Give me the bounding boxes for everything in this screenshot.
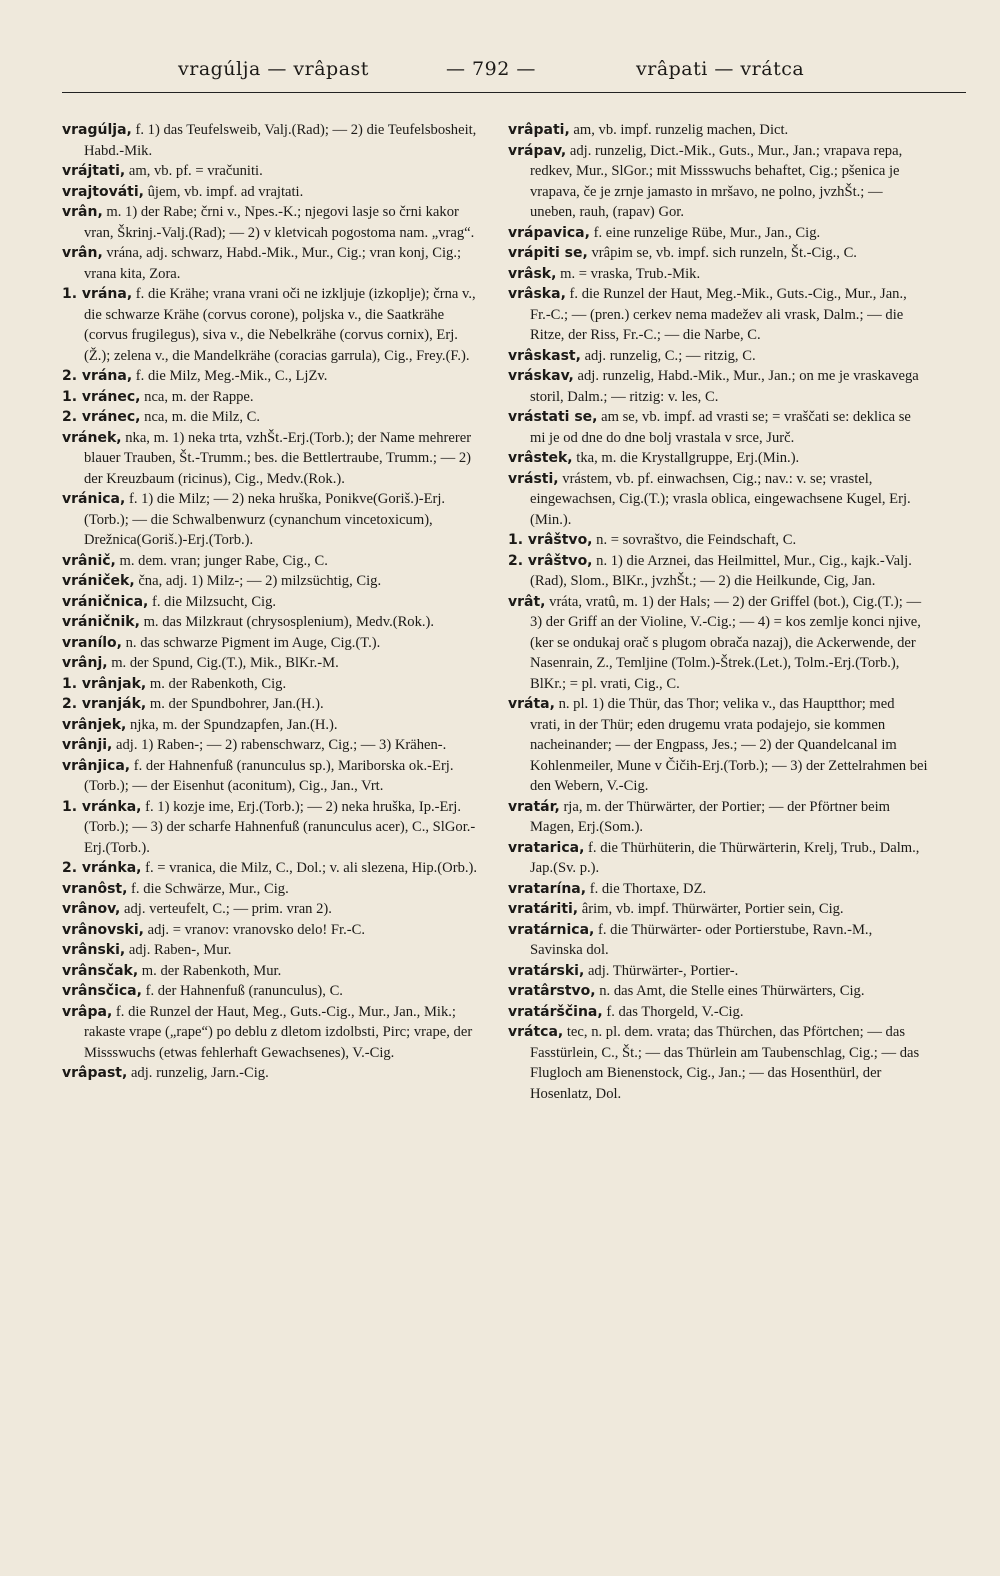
- entry-headword: 1. vrána,: [62, 286, 133, 302]
- entry-definition: adj. verteufelt, C.; — prim. vran 2).: [120, 901, 332, 917]
- entry-definition: f. die Thortaxe, DZ.: [586, 880, 707, 897]
- entry-definition: n. das Amt, die Stelle eines Thürwärters, Cig.: [595, 983, 865, 999]
- entry-headword: vrástati se,: [508, 409, 598, 425]
- entry-headword: vrâsk,: [508, 265, 557, 282]
- dictionary-entry: [62, 756, 482, 797]
- entry-definition: n. pl. 1) die Thür, das Thor; velika v., das Hauptthor; med vrati, in der Thür; eden drugemu vrata podajejo, sie kommen nacheinander; — der Engpass, Jes.; — 2) der Quandelcanal im Kohlenmeiler, Mune v Čičih-Erj.(Torb.); — 3) der Zettelrahmen bei den Webern, V.-Cig.: [530, 696, 928, 794]
- entry-definition: m. der Spund, Cig.(T.), Mik., BlKr.-M.: [107, 655, 339, 671]
- dictionary-entry: [508, 920, 928, 961]
- dictionary-entry: [62, 981, 482, 1002]
- entry-headword: vráskav,: [508, 368, 574, 384]
- entry-headword: vratârstvo,: [508, 983, 596, 999]
- dictionary-entry: [62, 858, 482, 879]
- entry-definition: f. die Thürwärter- oder Portierstube, Ravn.-M., Savinska dol.: [530, 921, 873, 958]
- entry-definition: f. 1) kozje ime, Erj.(Torb.); — 2) neka hruška, Ip.-Erj.(Torb.); — 3) der scharfe Hahnenfuß (ranunculus acer), C., SlGor.-Erj.(Torb.).: [84, 798, 476, 856]
- dictionary-entry: [508, 407, 928, 448]
- dictionary-entry: [62, 592, 482, 613]
- dictionary-entry: [508, 284, 928, 346]
- dictionary-entry: [508, 592, 928, 695]
- dictionary-entry: [508, 879, 928, 900]
- dictionary-entry: [62, 243, 482, 284]
- entry-headword: vranôst,: [62, 880, 128, 897]
- dictionary-entry: [62, 1002, 482, 1064]
- entry-definition: m. das Milzkraut (chrysosplenium), Medv.(Rok.).: [139, 614, 435, 630]
- entry-headword: vratárnica,: [508, 921, 595, 938]
- dictionary-entry: [508, 694, 928, 797]
- entry-definition: am, vb. impf. runzelig machen, Dict.: [569, 122, 789, 138]
- entry-definition: vrána, adj. schwarz, Habd.-Mik., Mur., Cig.; vran konj, Cig.; vrana kita, Zora.: [84, 245, 462, 282]
- entry-definition: f. der Hahnenfuß (ranunculus sp.), Mariborska ok.-Erj.(Torb.); — der Eisenhut (aconitum), Cig., Jan., Vrt.: [84, 757, 454, 794]
- dictionary-entry: [508, 120, 928, 141]
- entry-definition: rja, m. der Thürwärter, der Portier; — der Pförtner beim Magen, Erj.(Som.).: [530, 798, 891, 835]
- entry-headword: vratárščina,: [508, 1003, 603, 1020]
- entry-headword: vrân,: [62, 245, 103, 261]
- dictionary-entry: [62, 366, 482, 387]
- dictionary-entry: [508, 961, 928, 982]
- entry-definition: am se, vb. impf. ad vrasti se; = vraščati se: deklica se mi je od dne do dne bolj vrastala v srce, Jurč.: [530, 409, 911, 446]
- entry-definition: f. die Krähe; vrana vrani oči ne izkljuje (izkoplje); črna v., die schwarze Krähe (corvus corone), poljska v., die Saatkrähe (corvus frugilegus), siva v., die Nebelkrähe (corvus cornix), Erj.(Ž.); zelena v., die Mandelkrähe (coracias garrula), Cig., Frey.(F.).: [84, 286, 476, 364]
- left-column: [62, 120, 482, 1084]
- dictionary-entry: [62, 735, 482, 756]
- entry-headword: vráta,: [508, 696, 555, 712]
- entry-headword: 1. vrâštvo,: [508, 532, 593, 548]
- entry-definition: nca, m. der Rappe.: [140, 388, 254, 405]
- entry-definition: adj. 1) Raben-; — 2) rabenschwarz, Cig.; — 3) Krähen-.: [112, 737, 447, 753]
- entry-definition: m. = vraska, Trub.-Mik.: [556, 265, 701, 282]
- entry-definition: čna, adj. 1) Milz-; — 2) milzsüchtig, Cig.: [134, 573, 382, 589]
- dictionary-entry: [62, 940, 482, 961]
- entry-definition: vráta, vratû, m. 1) der Hals; — 2) der Griffel (bot.), Cig.(T.); — 3) der Griff an der Violine, V.-Cig.; — 4) = kos zemlje konci njive, (ker se ondukaj orač s plugom obrača nazaj), die Ackerwende, der Nasenrain, Z., Temljine (Tolm.)-Štrek.(Let.), Tolm.-Erj.(Torb.), BlKr.; = pl. vrati, Cig., C.: [530, 593, 922, 692]
- entry-definition: adj. runzelig, C.; — ritzig, C.: [580, 347, 756, 364]
- entry-definition: nka, m. 1) neka trta, vzhŠt.-Erj.(Torb.); der Name mehrerer blauer Trauben, Št.-Trumm.; bes. die Bettlertraube, Trumm.; — 2) der Kreuzbaum (ricinus), Cig., Medv.(Rok.).: [84, 429, 472, 487]
- entry-definition: f. die Runzel der Haut, Meg., Guts.-Cig., Mur., Jan., Mik.; rakaste vrape („rape“) po deblu z dletom izdolbsti, Pirc; vrape, der Missswuchs (etwas fehlerhaft Gewachsenes), V.-Cig.: [84, 1003, 473, 1061]
- entry-definition: f. die Milz, Meg.-Mik., C., LjZv.: [132, 368, 328, 384]
- entry-headword: vrâpast,: [62, 1065, 128, 1081]
- entry-headword: vrásti,: [508, 470, 559, 487]
- entry-definition: f. eine runzelige Rübe, Mur., Jan., Cig.: [589, 224, 821, 241]
- right-column: [508, 120, 928, 1104]
- entry-headword: vrâpati,: [508, 122, 570, 138]
- dictionary-entry: [508, 346, 928, 367]
- entry-headword: 1. vránec,: [62, 388, 141, 405]
- entry-headword: vrânjica,: [62, 757, 131, 774]
- entry-definition: f. 1) die Milz; — 2) neka hruška, Ponikve(Goriš.)-Erj.(Torb.); — die Schwalbenwurz (cynanchum vincetoxicum), Drežnica(Goriš.)-Erj.(Torb.).: [84, 491, 446, 548]
- entry-headword: vrâska,: [508, 286, 566, 302]
- entry-definition: f. der Hahnenfuß (ranunculus), C.: [141, 983, 343, 999]
- entry-definition: tec, n. pl. dem. vrata; das Thürchen, das Pförtchen; — das Fasstürlein, C., Št.; — das Thürlein am Taubenschlag, Cig.; — das Flugloch am Bienenstock, Cig., Jan.; — das Hosenthürl, der Hosenlatz, Dol.: [530, 1024, 920, 1102]
- dictionary-entry: [508, 141, 928, 223]
- page-number: — 792 —: [446, 58, 536, 80]
- dictionary-entry: [62, 182, 482, 203]
- dictionary-entry: [508, 366, 928, 407]
- entry-headword: vrât,: [508, 593, 546, 610]
- entry-definition: adj. = vranov: vranovsko delo! Fr.-C.: [143, 921, 365, 938]
- entry-definition: m. der Rabenkoth, Cig.: [146, 675, 287, 692]
- entry-headword: 1. vrânjak,: [62, 675, 147, 692]
- entry-headword: vrânov,: [62, 901, 121, 917]
- dictionary-entry: [62, 961, 482, 982]
- entry-headword: vrânsčica,: [62, 983, 142, 999]
- entry-headword: vratarína,: [508, 880, 587, 897]
- dictionary-entry: [62, 653, 482, 674]
- entry-definition: adj. runzelig, Dict.-Mik., Guts., Mur., Jan.; vrapava repa, redkev, Mur., SlGor.; mit Missswuchs behaftet, Cig.; pšenica je vrapava, če je zrnje jamasto in mršavo, ne polno, jvzhŠt.; — uneben, rauh, (rapav) Gor.: [530, 142, 903, 220]
- dictionary-entry: [62, 489, 482, 551]
- dictionary-entry: [508, 551, 928, 592]
- entry-headword: 2. vrána,: [62, 368, 133, 384]
- dictionary-entry: [62, 1063, 482, 1084]
- dictionary-entry: [62, 161, 482, 182]
- dictionary-entry: [508, 243, 928, 264]
- entry-definition: n. das schwarze Pigment im Auge, Cig.(T.).: [121, 634, 381, 651]
- entry-headword: vratárski,: [508, 962, 585, 979]
- entry-headword: vrájtati,: [62, 163, 126, 179]
- entry-definition: adj. Thürwärter-, Portier-.: [584, 962, 739, 979]
- entry-headword: vrániček,: [62, 573, 135, 589]
- dictionary-entry: [62, 674, 482, 695]
- entry-headword: vrápavica,: [508, 224, 590, 241]
- entry-definition: adj. runzelig, Jarn.-Cig.: [127, 1065, 269, 1081]
- entry-headword: vránica,: [62, 491, 126, 507]
- dictionary-entry: [508, 797, 928, 838]
- entry-definition: adj. Raben-, Mur.: [125, 942, 232, 958]
- dictionary-entry: [62, 571, 482, 592]
- entry-headword: vrânovski,: [62, 921, 144, 938]
- entry-headword: 2. vrâštvo,: [508, 552, 593, 569]
- entry-headword: vragúlja,: [62, 122, 132, 138]
- entry-headword: vratarica,: [508, 839, 585, 856]
- header-left-guide-words: vragúlja — vrâpast: [178, 58, 369, 80]
- dictionary-entry: [508, 264, 928, 285]
- entry-headword: vrânič,: [62, 552, 116, 569]
- entry-definition: f. die Milzsucht, Cig.: [148, 593, 277, 610]
- entry-headword: vrânj,: [62, 655, 108, 671]
- entry-definition: f. die Runzel der Haut, Meg.-Mik., Guts.-Cig., Mur., Jan., Fr.-C.; — (pren.) cerkev nema madežev ali vrask, Dalm.; — die Ritze, der Riss, Fr.-C.; — die Narbe, C.: [530, 286, 907, 343]
- dictionary-entry: [62, 387, 482, 408]
- entry-headword: 1. vránka,: [62, 798, 142, 815]
- entry-definition: am, vb. pf. = vračuniti.: [125, 163, 263, 179]
- entry-headword: 2. vránka,: [62, 860, 142, 876]
- dictionary-entry: [62, 694, 482, 715]
- entry-headword: vráničnica,: [62, 593, 149, 610]
- entry-definition: nca, m. die Milz, C.: [140, 409, 261, 425]
- dictionary-entry: [508, 448, 928, 469]
- entry-headword: vrajtováti,: [62, 183, 144, 200]
- dictionary-entry: [62, 612, 482, 633]
- dictionary-entry: [62, 284, 482, 366]
- entry-definition: ûjem, vb. impf. ad vrajtati.: [143, 183, 304, 200]
- dictionary-entry: [62, 428, 482, 490]
- dictionary-entry: [508, 223, 928, 244]
- entry-definition: m. 1) der Rabe; črni v., Npes.-K.; njegovi lasje so črni kakor vran, Škrinj.-Valj.(Rad); — 2) v kletvicah pogostoma nam. „vrag“.: [84, 204, 475, 241]
- entry-headword: vrâpa,: [62, 1003, 113, 1020]
- dictionary-entry: [508, 469, 928, 531]
- dictionary-entry: [62, 879, 482, 900]
- entry-headword: vrânsčak,: [62, 962, 139, 979]
- entry-definition: adj. runzelig, Habd.-Mik., Mur., Jan.; on me je vraskavega storil, Dalm.; — ritzig: v. les, C.: [530, 368, 919, 405]
- entry-headword: vránek,: [62, 429, 122, 446]
- dictionary-entry: [508, 981, 928, 1002]
- dictionary-entry: [508, 1002, 928, 1023]
- dictionary-entry: [508, 899, 928, 920]
- entry-definition: m. dem. vran; junger Rabe, Cig., C.: [115, 552, 328, 569]
- entry-headword: vratáriti,: [508, 901, 579, 917]
- entry-headword: vranílo,: [62, 634, 122, 651]
- dictionary-entry: [62, 715, 482, 736]
- entry-definition: m. der Rabenkoth, Mur.: [138, 962, 282, 979]
- entry-definition: f. das Thorgeld, V.-Cig.: [602, 1003, 744, 1020]
- entry-headword: vratár,: [508, 798, 560, 815]
- entry-headword: vrân,: [62, 204, 103, 220]
- entry-headword: 2. vránec,: [62, 409, 141, 425]
- entry-definition: n. 1) die Arznei, das Heilmittel, Mur., Cig., kajk.-Valj.(Rad), Slom., BlKr., jvzhŠt.; — 2) die Heilkunde, Cig, Jan.: [530, 552, 912, 589]
- dictionary-entry: [62, 202, 482, 243]
- entry-headword: vrâstek,: [508, 450, 573, 466]
- dictionary-entry: [508, 838, 928, 879]
- entry-headword: vrápav,: [508, 142, 567, 159]
- dictionary-entry: [62, 120, 482, 161]
- entry-headword: vrânji,: [62, 737, 113, 753]
- entry-headword: vráničnik,: [62, 614, 140, 630]
- dictionary-entry: [62, 407, 482, 428]
- dictionary-entry: [62, 920, 482, 941]
- entry-definition: f. die Thürhüterin, die Thürwärterin, Krelj, Trub., Dalm., Jap.(Sv. p.).: [530, 839, 920, 876]
- entry-headword: vrânski,: [62, 942, 126, 958]
- entry-definition: f. 1) das Teufelsweib, Valj.(Rad); — 2) die Teufelsbosheit, Habd.-Mik.: [84, 122, 477, 159]
- entry-definition: vrâpim se, vb. impf. sich runzeln, Št.-Cig., C.: [587, 245, 857, 261]
- dictionary-entry: [62, 551, 482, 572]
- entry-definition: vrástem, vb. pf. einwachsen, Cig.; nav.: v. se; vrastel, eingewachsen, Cig.(T.); vrasla oblica, eingewachsene Kugel, Erj.(Min.).: [530, 470, 911, 528]
- entry-headword: vrâskast,: [508, 347, 581, 364]
- entry-definition: n. = sovraštvo, die Feindschaft, C.: [592, 532, 797, 548]
- entry-headword: vrápiti se,: [508, 245, 588, 261]
- dictionary-entry: [62, 899, 482, 920]
- dictionary-entry: [62, 797, 482, 859]
- entry-headword: vrânjek,: [62, 716, 127, 733]
- header-rule: [62, 92, 966, 93]
- entry-headword: 2. vranják,: [62, 696, 147, 712]
- dictionary-entry: [508, 1022, 928, 1104]
- dictionary-entry: [508, 530, 928, 551]
- entry-definition: ârim, vb. impf. Thürwärter, Portier sein, Cig.: [578, 901, 844, 917]
- entry-definition: tka, m. die Krystallgruppe, Erj.(Min.).: [572, 450, 800, 466]
- entry-definition: njka, m. der Spundzapfen, Jan.(H.).: [126, 716, 338, 733]
- entry-definition: m. der Spundbohrer, Jan.(H.).: [146, 696, 324, 712]
- dictionary-entry: [62, 633, 482, 654]
- header-right-guide-words: vrâpati — vrátca: [636, 58, 805, 80]
- entry-headword: vrátca,: [508, 1024, 564, 1040]
- entry-definition: f. die Schwärze, Mur., Cig.: [127, 880, 289, 897]
- entry-definition: f. = vranica, die Milz, C., Dol.; v. ali slezena, Hip.(Orb.).: [141, 860, 478, 876]
- running-header: [0, 58, 1000, 88]
